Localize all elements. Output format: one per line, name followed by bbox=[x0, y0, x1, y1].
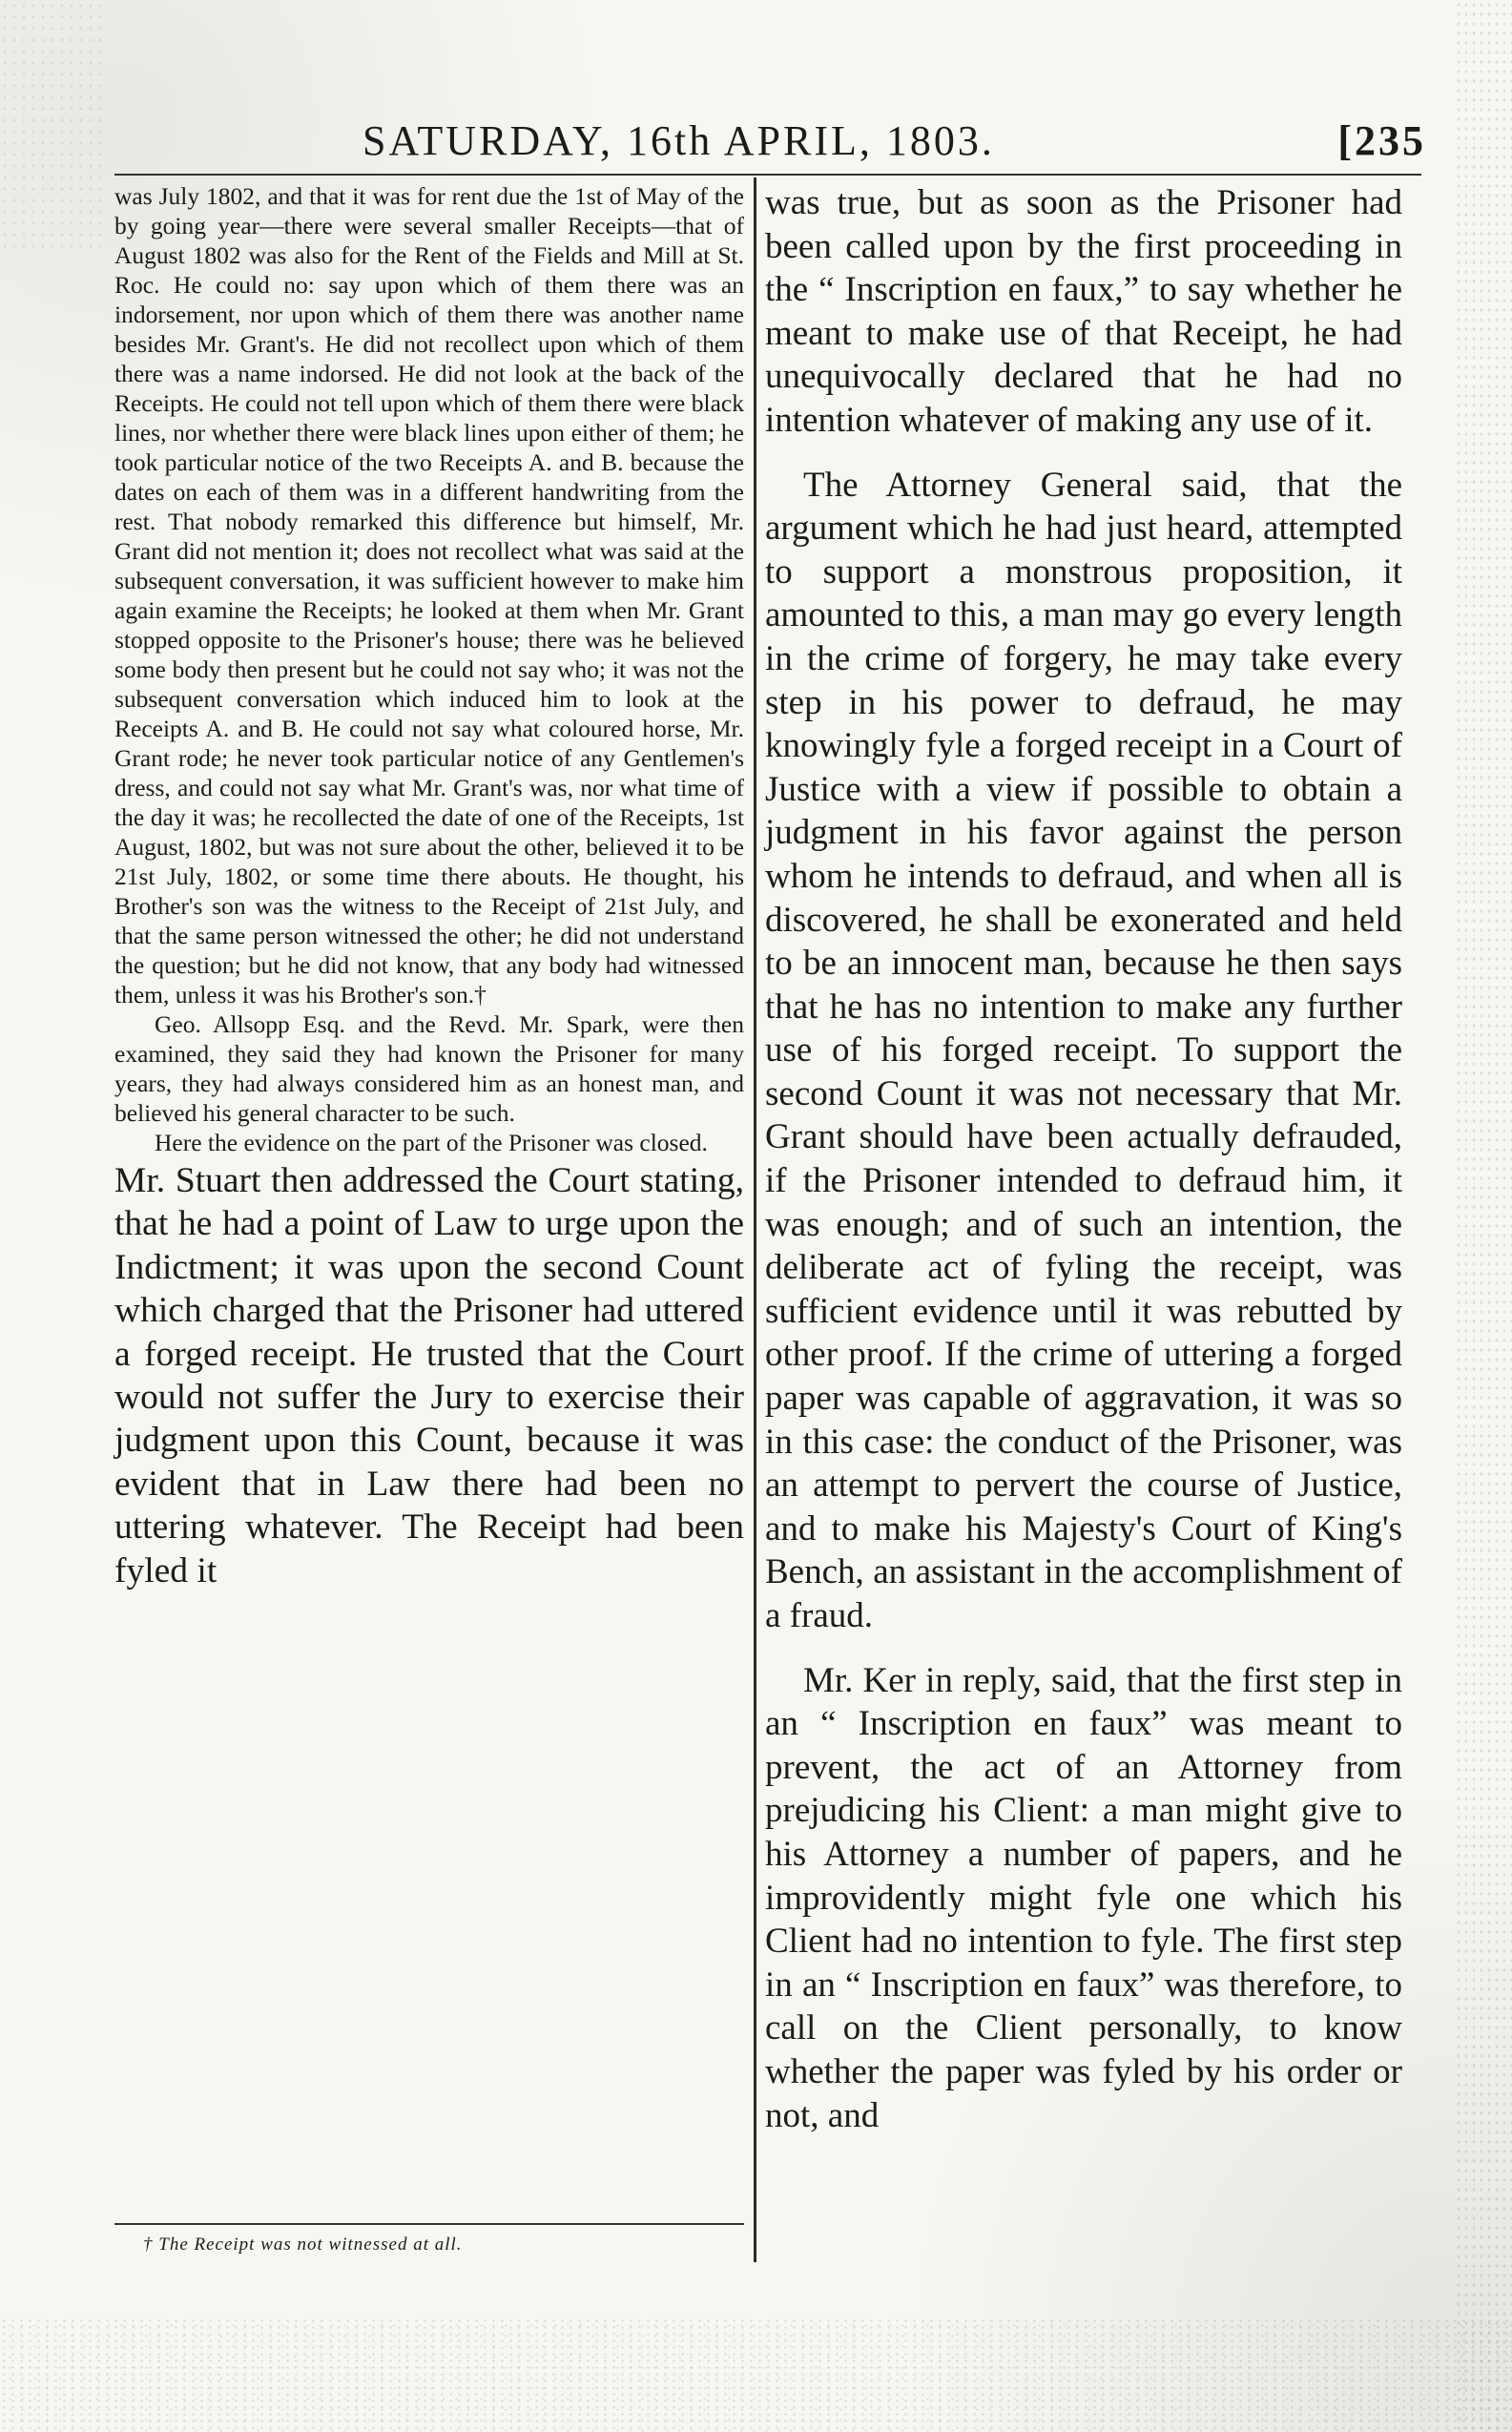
right-paragraph-2: The Attorney General said, that the argument which he had just heard, attempted to support a monstrous proposition, it amounted to this, a man may go every length in the crime of forgery, he may take every step in his power to defraud, he may knowingly fyle a forged receipt in a Court of Justice with a view if possible to obtain a judgment in his favor against the person whom he intends to defraud, and when all is discovered, he shall be exonerated and held to be an innocent man, because he then says that he has no intention to make any further use of his forged receipt. To support the second Count it was not necessary that Mr. Grant should have been actually defrauded, if the Prisoner intended to defraud him, it was enough; and of such an intention, the deliberate act of fyling the receipt, was sufficient evidence until it was rebutted by other proof. If the crime of uttering a forged paper was capable of aggravation, it was so in this case: the conduct of the Prisoner, was an attempt to pervert the course of Justice, and to make his Majesty's Court of King's Bench, an assistant in the accomplishment of a fraud. bbox=[765, 465, 1402, 1635]
right-column bbox=[765, 181, 1402, 2137]
header-rule bbox=[114, 174, 1421, 176]
left-paragraph-1: was July 1802, and that it was for rent due the 1st of May of the by going year—there were several smaller Receipts—that of August 1802 was also for the Rent of the Fields and Mill at St. Roc. He could no: say upon which of them there was an indorsement, nor upon which of them there was another name besides Mr. Grant's. He did not recollect upon which of them there was a name indorsed. He did not look at the back of the Receipts. He could not tell upon which of them there were black lines, nor whether there were black lines upon either of them; he took particular notice of the two Receipts A. and B. because the dates on each of them was in a different handwriting from the rest. That nobody remarked this difference but himself, Mr. Grant did not mention it; does not recollect what was said at the subsequent conversation, it was sufficient however to make him again examine the Receipts; he looked at them when Mr. Grant stopped opposite to the Prisoner's house; there was he believed some body then present but he could not say who; it was not the subsequent conversation which induced him to look at the Receipts A. and B. He could not say what coloured horse, Mr. Grant rode; he never took particular notice of any Gentlemen's dress, and could not say what Mr. Grant's was, nor what time of the day it was; he recollected the date of one of the Receipts, 1st August, 1802, but was not sure about the other, believed it to be 21st July, 1802, or some time there abouts. He thought, his Brother's son was the witness to the Receipt of 21st July, and that the same person witnessed the other; he did not understand the question; but he did not know, that any body had witnessed them, unless it was his Brother's son.† bbox=[114, 182, 744, 1008]
right-paragraph-1: was true, but as soon as the Prisoner had been called upon by the first proceeding in the “ Inscription en faux,” to say whether he meant to make use of that Receipt, he had unequivocally declared that he had no intention whatever of making any use of it. bbox=[765, 183, 1402, 440]
scan-noise-bottom bbox=[0, 2318, 1512, 2432]
footnote-rule bbox=[114, 2223, 744, 2225]
left-paragraph-4: Mr. Stuart then addressed the Court stating, that he had a point of Law to urge upon the Indictment; it was upon the second Count which charged that the Prisoner had uttered a forged receipt. He trusted that the Court would not suffer the Jury to exercise their judgment upon this Count, because it was evident that in Law there had been no uttering whatever. The Receipt had been fyled it bbox=[114, 1161, 744, 1590]
scan-noise-top-left bbox=[0, 0, 105, 248]
page-header bbox=[362, 116, 1426, 174]
left-paragraph-3: Here the evidence on the part of the Prisoner was closed. bbox=[155, 1129, 708, 1156]
right-paragraph-3: Mr. Ker in reply, said, that the first step in an “ Inscription en faux” was meant to prevent, the act of an Attorney from prejudicing his Client: a man might give to his Attorney a number of papers, and he improvidently might fyle one which his Client had no intention to fyle. The first step in an “ Inscription en faux” was therefore, to call on the Client personally, to know whether the paper was fyled by his order or not, and bbox=[765, 1660, 1402, 2135]
page-title: SATURDAY, 16th APRIL, 1803. bbox=[362, 117, 995, 164]
left-paragraph-2: Geo. Allsopp Esq. and the Revd. Mr. Spark, were then examined, they said they had known the Prisoner for many years, they had always considered him as an honest man, and believed his general character to be such. bbox=[114, 1010, 744, 1127]
left-column bbox=[114, 181, 744, 1592]
footnote: † The Receipt was not witnessed at all. bbox=[143, 2235, 463, 2255]
scan-noise-right-edge bbox=[1455, 0, 1512, 2432]
column-divider bbox=[754, 177, 756, 2262]
page-number: [235 bbox=[1337, 117, 1426, 164]
